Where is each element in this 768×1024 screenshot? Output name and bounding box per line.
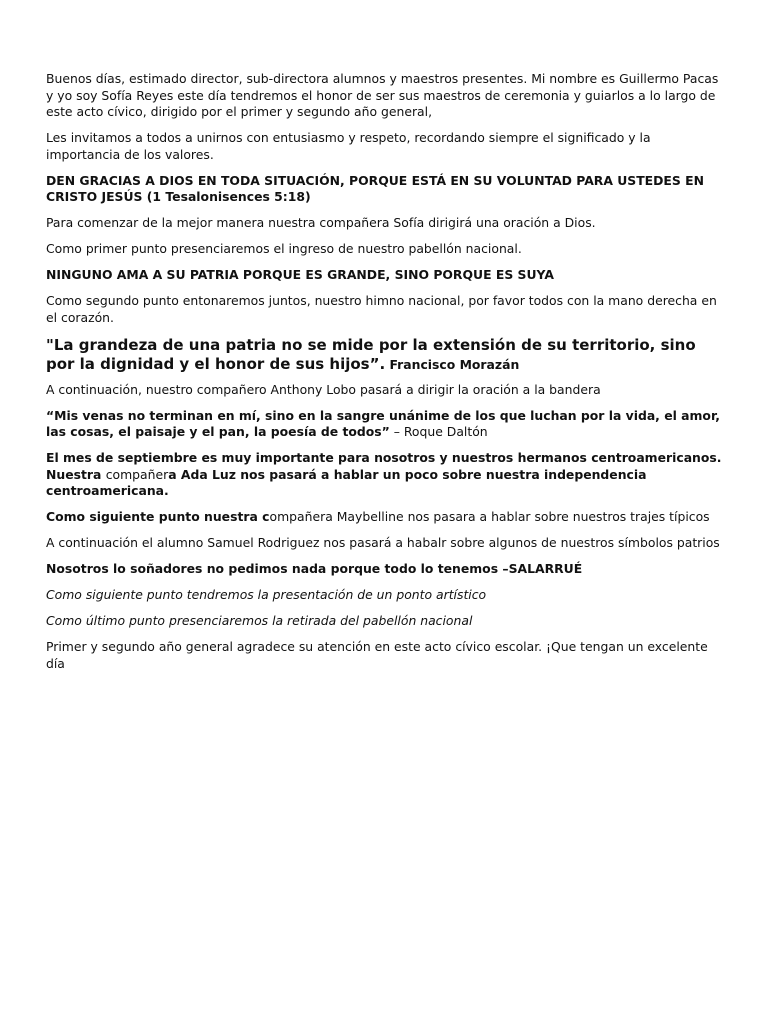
dalton-quote-author: – Roque Daltón [389, 424, 488, 439]
paragraph-national-symbols: A continuación el alumno Samuel Rodriguez nos pasará a habalr sobre algunos de nuestros símbolos patrios [46, 535, 720, 550]
paragraph-dalton-quote [46, 408, 726, 441]
costumes-text-a: Como siguiente punto nuestra c [46, 509, 270, 524]
september-text-b: compañer [105, 466, 169, 482]
dalton-quote-text: “Mis venas no terminan en mí, sino en la sangre unánime de los que luchan por la vida, el amor, las cosas, el paisaje y el pan, la poesía de todos” [46, 407, 720, 439]
paragraph-welcome: Buenos días, estimado director, sub-directora alumnos y maestros presentes. Mi nombre es Guillermo Pacas y yo soy Sofía Reyes este día tendremos el honor de ser sus maestros de ceremonia y guiarlos a lo largo de este acto cívico, dirigido por el primer y segundo año general, [46, 71, 719, 119]
paragraph-flag-retreat: Como último punto presenciaremos la retirada del pabellón nacional [46, 613, 473, 628]
paragraph-patria-quote: NINGUNO AMA A SU PATRIA PORQUE ES GRANDE, SINO PORQUE ES SUYA [46, 267, 554, 282]
paragraph-salarrue-quote: Nosotros lo soñadores no pedimos nada porque todo lo tenemos –SALARRUÉ [46, 561, 583, 576]
paragraph-flag-entry: Como primer punto presenciaremos el ingreso de nuestro pabellón nacional. [46, 241, 522, 256]
morazan-quote-author: Francisco Morazán [385, 356, 520, 372]
paragraph-flag-prayer: A continuación, nuestro compañero Anthony Lobo pasará a dirigir la oración a la bandera [46, 381, 601, 397]
paragraph-anthem: Como segundo punto entonaremos juntos, nuestro himno nacional, por favor todos con la mano derecha en el corazón. [46, 293, 717, 325]
paragraph-artistic-act: Como siguiente punto tendremos la presentación de un ponto artístico [46, 587, 487, 602]
document-body [46, 71, 726, 682]
paragraph-september [46, 450, 726, 500]
costumes-text-b: ompañera Maybelline nos pasara a hablar sobre nuestros trajes típicos [269, 509, 710, 524]
paragraph-closing: Primer y segundo año general agradece su atención en este acto cívico escolar. ¡Que tengan un excelente día [46, 639, 708, 671]
paragraph-prayer: Para comenzar de la mejor manera nuestra compañera Sofía dirigirá una oración a Dios. [46, 215, 596, 230]
september-text-c: a Ada Luz nos pasará a hablar un poco sobre nuestra independencia centroamericana. [46, 466, 647, 498]
morazan-quote-text: "La grandeza de una patria no se mide por la extensión de su territorio, sino por la dignidad y el honor de sus hijos”. [46, 335, 696, 373]
paragraph-typical-costumes [46, 509, 726, 526]
paragraph-bible-verse: DEN GRACIAS A DIOS EN TODA SITUACIÓN, PORQUE ESTÁ EN SU VOLUNTAD PARA USTEDES EN CRISTO JESÚS (1 Tesalonisences 5:18) [46, 172, 704, 204]
paragraph-invitation: Les invitamos a todos a unirnos con entusiasmo y respeto, recordando siempre el significado y la importancia de los valores. [46, 130, 651, 162]
paragraph-morazan-quote [46, 336, 726, 374]
september-text-a: El mes de septiembre es muy importante para nosotros y nuestros hermanos centroamericanos. Nuestra [46, 450, 722, 482]
